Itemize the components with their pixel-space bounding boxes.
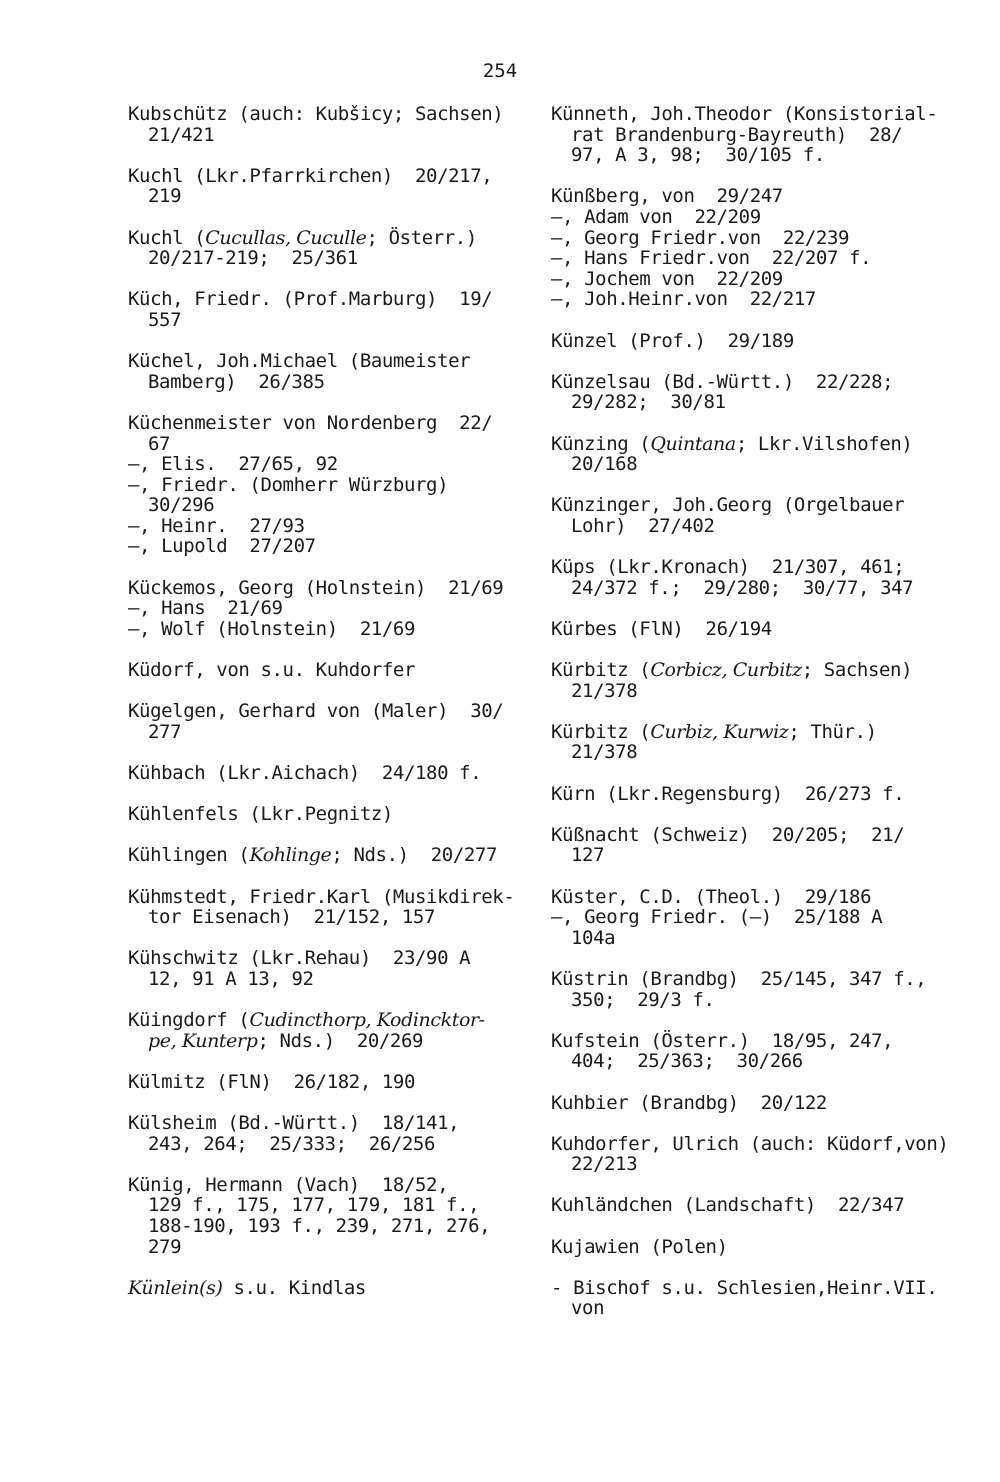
index-entry-line [128,1113,523,1134]
italic-text: Cudincthorp, Kodincktor- [249,1009,485,1032]
index-entry-line [551,660,971,681]
entry-text: Kufstein (Österr.) 18/95, 247, [551,1029,894,1052]
entry-text: —, Wolf (Holnstein) 21/69 [128,617,416,640]
entry-text: 29/282; 30/81 [571,391,726,414]
index-entry-line [551,619,971,640]
index-entry-continuation [551,125,971,146]
index-entry-line [551,907,971,928]
index-entry-continuation [551,681,971,702]
entry-text: ; Nds.) 20/269 [257,1029,424,1052]
entry-text: ; Thür.) [788,720,877,743]
entry-text: 219 [148,185,182,208]
entry-text: Kürbitz ( [551,720,651,743]
entry-text: von [571,1297,605,1320]
entry-text: Bamberg) 26/385 [148,370,325,393]
index-entry-line [551,331,971,352]
index-entry-continuation [551,990,971,1011]
entry-text: Kügelgen, Gerhard von (Maler) 30/ [128,700,504,723]
index-entry-line [551,1031,971,1052]
entry-text: Kürbes (FlN) 26/194 [551,617,772,640]
entry-text: 67 [148,432,171,455]
index-entry-line [128,536,523,557]
index-entry-continuation [128,907,523,928]
entry-text: Külmitz (FlN) 26/182, 190 [128,1070,416,1093]
index-entry-line [128,454,523,475]
entry-text: 104a [571,926,616,949]
entry-text: —, Lupold 27/207 [128,535,316,558]
entry-text: Künig, Hermann (Vach) 18/52, [128,1173,449,1196]
entry-text: Küch, Friedr. (Prof.Marburg) 19/ [128,288,493,311]
index-entry-continuation [551,1154,971,1175]
index-entry-continuation [128,722,523,743]
entry-text: Küchenmeister von Nordenberg 22/ [128,411,493,434]
entry-text: ; Lkr.Vilshofen) [735,432,913,455]
index-entry-line [128,413,523,434]
index-entry-line [128,475,523,496]
index-entry-continuation [551,454,971,475]
entry-text: 557 [148,308,182,331]
index-entry-continuation [551,392,971,413]
index-entry-continuation [128,495,523,516]
entry-text: Künzing ( [551,432,651,455]
entry-text: Küdorf, von s.u. Kuhdorfer [128,659,416,682]
index-entry-line [128,1175,523,1196]
entry-text: Kühbach (Lkr.Aichach) 24/180 f. [128,762,482,784]
index-entry-continuation [128,125,523,146]
entry-text: Küps (Lkr.Kronach) 21/307, 461; [551,556,905,579]
index-entry-line [551,784,971,805]
entry-text: Kubschütz (auch: Kubšicy; Sachsen) [128,103,504,125]
index-entry-line [128,763,523,784]
index-entry-continuation [551,145,971,166]
entry-text: Künzel (Prof.) 29/189 [551,329,794,352]
entry-text: 30/296 [148,494,215,517]
index-entry-line [128,660,523,681]
entry-text: 404; 25/363; 30/266 [571,1050,803,1073]
entry-text: 279 [148,1235,182,1258]
italic-text: pe, Kunterp [148,1029,258,1052]
index-entry-line [551,207,971,228]
entry-text: Künzinger, Joh.Georg (Orgelbauer [551,494,905,517]
entry-text: tor Eisenach) 21/152, 157 [148,906,436,929]
entry-text: 20/168 [571,453,638,476]
index-entry-line [551,1278,971,1299]
entry-text: 12, 91 A 13, 92 [148,967,314,990]
entry-text: Kuhdorfer, Ulrich (auch: Küdorf,von) [551,1132,949,1155]
entry-text: 127 [571,844,605,867]
italic-text: Künlein(s) [128,1276,223,1299]
index-entry-line [128,701,523,722]
entry-text: Künßberg, von 29/247 [551,185,783,208]
index-entry-continuation [128,186,523,207]
index-entry-line [551,434,971,455]
entry-text: —, Hans Friedr.von 22/207 f. [551,247,872,270]
index-entry-continuation [551,742,971,763]
entry-text: 97, A 3, 98; 30/105 f. [571,144,825,167]
index-entry-continuation [551,928,971,949]
index-column-right [551,104,971,1319]
entry-text: - Bischof s.u. Schlesien,Heinr.VII. [551,1276,938,1299]
entry-text: ; Nds.) 20/277 [331,844,497,867]
entry-text: —, Adam von 22/209 [551,205,761,228]
index-entry-line [128,887,523,908]
index-entry-line [551,289,971,310]
index-entry-line [551,372,971,393]
entry-text: 20/217-219; 25/361 [148,247,358,270]
index-entry-continuation [551,1298,971,1319]
entry-text: s.u. Kindlas [222,1276,366,1299]
entry-text: —, Elis. 27/65, 92 [128,453,338,476]
index-entry-continuation [551,845,971,866]
entry-text: —, Joh.Heinr.von 22/217 [551,288,816,311]
entry-text: ; Österr.) [366,226,477,249]
index-entry-line [128,804,523,825]
entry-text: Kuhbier (Brandbg) 20/122 [551,1091,827,1114]
index-entry-line [551,825,971,846]
entry-text: Künneth, Joh.Theodor (Konsistorial- [551,103,938,125]
index-entry-line [128,598,523,619]
index-entry-line [551,722,971,743]
index-entry-continuation [128,969,523,990]
index-entry-line [551,557,971,578]
entry-text: rat Brandenburg-Bayreuth) 28/ [571,123,903,146]
index-entry-line [128,619,523,640]
entry-text: —, Hans 21/69 [128,597,283,620]
entry-text: Kürbitz ( [551,659,651,682]
index-entry-line [551,1195,971,1216]
entry-text: —, Heinr. 27/93 [128,514,305,537]
entry-text: 188-190, 193 f., 239, 271, 276, [148,1215,491,1238]
entry-text: Künzelsau (Bd.-Württ.) 22/228; [551,370,894,393]
index-entry-continuation [551,1051,971,1072]
entry-text: Kürn (Lkr.Regensburg) 26/273 f. [551,782,905,805]
index-column-left [128,104,523,1298]
entry-text: 129 f., 175, 177, 179, 181 f., [148,1194,480,1217]
index-entry-line [551,228,971,249]
index-entry-continuation [128,372,523,393]
index-entry-line [128,845,523,866]
entry-text: Kühlingen ( [128,844,250,867]
index-entry-continuation [551,578,971,599]
index-entry-continuation [128,1216,523,1237]
entry-text: Küingdorf ( [128,1009,250,1032]
index-entry-line [551,186,971,207]
entry-text: —, Jochem von 22/209 [551,267,783,290]
index-entry-continuation [128,310,523,331]
italic-text: Cucullas, Cuculle [205,226,367,249]
entry-text: Kühlenfels (Lkr.Pegnitz) [128,803,393,826]
italic-text: Kohlinge [249,844,332,867]
entry-text: Lohr) 27/402 [571,514,715,537]
index-entry-line [128,516,523,537]
entry-text: Küster, C.D. (Theol.) 29/186 [551,885,872,908]
index-entry-continuation [128,248,523,269]
index-entry-line [128,578,523,599]
entry-text: Kuhländchen (Landschaft) 22/347 [551,1194,905,1217]
index-entry-continuation [128,1031,523,1052]
index-entry-line [128,289,523,310]
entry-text: —, Georg Friedr. (—) 25/188 A [551,906,883,929]
index-entry-line [551,887,971,908]
entry-text: Kückemos, Georg (Holnstein) 21/69 [128,576,504,599]
entry-text: 21/378 [571,741,638,764]
index-entry-continuation [128,1237,523,1258]
index-entry-line [551,269,971,290]
index-entry-line [128,104,523,125]
entry-text: 21/378 [571,679,638,702]
entry-text: 277 [148,720,182,743]
entry-text: Kujawien (Polen) [551,1235,728,1258]
index-entry-line [128,1072,523,1093]
entry-text: Küchel, Joh.Michael (Baumeister [128,350,471,373]
index-entry-continuation [128,434,523,455]
index-entry-line [551,1237,971,1258]
italic-text: Corbicz, Curbitz [650,659,802,682]
entry-text: 21/421 [148,123,215,146]
index-entry-line [551,1093,971,1114]
index-entry-continuation [128,1195,523,1216]
index-entry-line [128,1278,523,1299]
index-entry-line [128,351,523,372]
index-entry-line [128,228,523,249]
index-entry-continuation [128,1134,523,1155]
page-number: 254 [482,60,518,82]
entry-text: Küstrin (Brandbg) 25/145, 347 f., [551,967,927,990]
entry-text: 350; 29/3 f. [571,988,715,1011]
index-entry-line [128,948,523,969]
index-entry-line [128,1010,523,1031]
index-entry-line [551,495,971,516]
entry-text: —, Friedr. (Domherr Würzburg) [128,473,449,496]
index-entry-line [551,969,971,990]
entry-text: Kuchl (Lkr.Pfarrkirchen) 20/217, [128,164,493,187]
italic-text: Curbiz, Kurwiz [650,720,789,743]
index-entry-line [128,166,523,187]
index-entry-line [551,104,971,125]
entry-text: —, Georg Friedr.von 22/239 [551,226,850,249]
entry-text: ; Sachsen) [801,659,913,682]
entry-text: 24/372 f.; 29/280; 30/77, 347 [571,576,914,599]
index-entry-line [551,1134,971,1155]
entry-text: Küßnacht (Schweiz) 20/205; 21/ [551,823,905,846]
italic-text: Quintana [650,432,736,455]
entry-text: Kühschwitz (Lkr.Rehau) 23/90 A [128,947,471,970]
entry-text: Külsheim (Bd.-Württ.) 18/141, [128,1112,460,1135]
entry-text: Kuchl ( [128,226,206,249]
entry-text: 22/213 [571,1153,638,1176]
index-entry-line [551,248,971,269]
index-entry-continuation [551,516,971,537]
entry-text: 243, 264; 25/333; 26/256 [148,1132,436,1155]
entry-text: Kühmstedt, Friedr.Karl (Musikdirek- [128,885,515,908]
